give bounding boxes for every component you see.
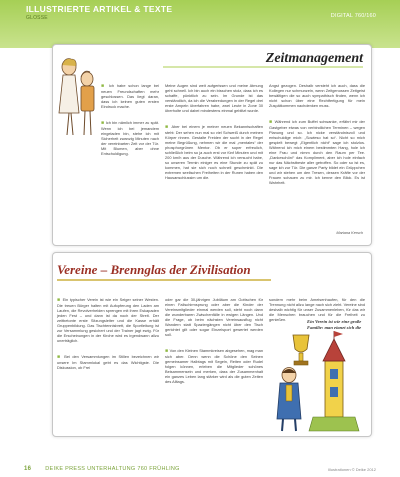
- subsection-label: GLOSSE: [26, 15, 48, 21]
- paragraph-text: Meine Augen sind weit aufgerissen und meine Atmung geht schnell. Ich bin auch ein bisschen stolz, dass ich es schaffe, pünktlich zu sein. Im Grunde ist das verständlich, da ich die Verabredungen in der Regel drei erste Ampeln überfahren habe, zwei Leute in Zone 30 überholte und dabei mindestens einmal geblitzt wurde.: [165, 83, 265, 113]
- article-column-2: [165, 287, 263, 431]
- paragraph-text: Während ich zum Buffet schwanke, erfährt mir der Gastgeber etwas von verbindlichen Terminen – wegen Planung und so. Ich nicke verständnisvoll und entschuldige mich: „Sowieso hat so“. Nicht so mich gespielt bewegt „Eigentlich nicht“ sage ich stolzlos. Während ich mich einem bestimmten Hang, hole ich eine Frau und nimm durch den Raum per Tee. „Dankeschön!“ das Kompliment, aber ich hole einfach nur das Nächstbeste aller getroffen. So oder so ist es, sage ich zur Tür. Die ganze Party bildet ein Grüppchen und wir stehen um den Tresen, dessen Kräfte vor der Frauen schauen zu mir. Ich kenne den Blick. Es ist Wahrheit.: [269, 119, 367, 185]
- paragraph: [101, 120, 159, 156]
- paragraph: [165, 124, 263, 180]
- article-column-2: [165, 73, 263, 235]
- section-title: ILLUSTRIERTE ARTIKEL & TEXTE: [26, 4, 173, 14]
- article-vereine: [52, 252, 372, 437]
- bullet-marker: ■: [101, 120, 106, 126]
- paragraph-text: Ich habe schon lange bei neuen Freundschaften mehr geschlossen. Das liegt daran, dass ich keinen guten ersten Eindruck mache.: [101, 83, 161, 109]
- paragraph: [165, 83, 263, 113]
- bullet-marker: ■: [269, 119, 275, 125]
- couple-illustration: [57, 55, 99, 141]
- paragraph: [57, 354, 159, 370]
- bullet-marker: ■: [165, 124, 172, 130]
- article-title: Vereine – Brennglas der Zivilisation: [57, 262, 251, 277]
- article-column-3: [269, 73, 365, 229]
- footer-publication: [24, 466, 180, 472]
- pull-quote-text: Ein Verein ist wie eine große Familie: man eignet sich die: [307, 319, 362, 330]
- club-member-illustration: [269, 329, 367, 433]
- paragraph-text: sondern mehr beim Ameisenhaufen, für den die Trennung nicht allzu lange nach sich zieht. Vereine sind deshalb wichtig für unser Zusammenleben, für das wir die Menschen brauchen und für die Freiheit zu genießen.: [269, 297, 367, 322]
- title-underline: [57, 279, 271, 281]
- paragraph-text: Angst gezogen. Deshalb versteht ich auch, dass die Kollegen nur schmunzeln, wenn Zeitgenossen Zeitgeist bewältigen die so auch sympathisch finden, wenn ich nicht schon über eine Rechtfertigung für mein Zuspätkommen nachdenken muss.: [269, 83, 367, 108]
- paragraph-text: Bei den Versammlungen im Stillen bezeichnen wir unsere Im Stammlokal gebt es das Wichtigste. Die Diskussion, ob Frei: [57, 354, 161, 370]
- paragraph: [165, 348, 263, 384]
- article-column-3: [269, 287, 367, 322]
- publication-name: DEIKE PRESS UNTERHALTUNG 760 FRÜHLING: [45, 466, 180, 472]
- bullet-marker: ■: [101, 83, 109, 89]
- bullet-marker: ■: [165, 348, 170, 354]
- paragraph: [269, 119, 365, 185]
- author-signature: Mariana Kersch: [336, 231, 363, 235]
- paragraph-text: Von den Kleinen Stammkreisen abgesehen, mag man sich aber. Denn wenn die Schöne den Seinen gemeinsamer Halbtags mit Segeln, Reiten oder Rudel folgen können, erleben die Mitglieder schönes Beisammensein und merken, dass der Zusammenhalt ein ganzes Leben lang stärker wird als die guten Zeiten des Alltags.: [165, 348, 265, 384]
- bullet-marker: ■: [57, 297, 63, 303]
- paragraph-text: Ein typischer Verein ist wie ein Seiger seiner Westen. Die treuen Bürger halten mit Aufopferung den Laden am Laufen, die Revolverhelden sprengen mit ihren Eskapaden jeden Fest – und dann ist da noch der Streit. Der zeitbetonte erste Sitzungsleiter und die Kasse erhält Gruppenbildung. Das Tischtennisbrett, die Sportleitung ist zur Versammlung gesichert und der Trainer jagt ewig. Für die Erscheinungen in der Kirche wird es irgendwann allzu unerträglich.: [57, 297, 161, 343]
- bullet-marker: ■: [57, 354, 65, 360]
- paragraph-text: Aber bei einem je meiner neuen Bekanntschaften steht: Der sehen nun mal so viel Schweiß durch meinen Körper rinnen. Gestalte Freiden der sucht in der Regel meine Begrüßung, nehmen wir die mal „mentales“ der phosphorgrünen Mentor. Ob er super erfreulich, schließlich beim so ja auch erst vor fünf Minuten und mit 200 km/h aus der Dusche. Während ich versucht habe, so unseren Termin einiger es eine Stunde zu spät zu kommen, hat sie sich noch schnell geschminkt. Die extremen seelischen Freiheiten in der Runen haben den Hausanschlussim um die.: [165, 124, 265, 180]
- paragraph: [101, 83, 159, 109]
- series-label: DIGITAL 760/160: [330, 13, 376, 19]
- paragraph-text: Ich bin nämlich immer zu spät. Wenn ich bei jemandem eingeladen bin, stehe ich mit Sicherheit zwanzig Minuten nach der vereinbarten Zeit vor der Tür. Mit Blumen, aber ohne Entschuldigung.: [101, 120, 161, 156]
- paragraph: [269, 83, 365, 108]
- article-column-1: [101, 73, 159, 229]
- paragraph-text: oder gar die 30-jährigen Jubiläum am Gottschen für einen Fallschirmsprung oder aber die Kinder der Vereinsmitglieder einmal werden soll, steht noch dann die wunderbaren Zwischenfälle in ewigen Längen. Und die Frage, ob beim nächsten Vereinsausflug nicht Wandern statt Spaziergängen nicht über den Tisch gerichtet gilt oder sogar Einzelsport gewertet werden soll.: [165, 297, 265, 337]
- paragraph: [57, 297, 159, 343]
- article-zeitmanagement: [52, 44, 372, 246]
- footer-note: Illustrationen © Deike 2012: [327, 467, 376, 472]
- paragraph: [165, 297, 263, 337]
- page-number: 16: [24, 466, 32, 472]
- article-title: Zeitmanagement: [265, 51, 363, 66]
- article-column-1: [57, 287, 159, 431]
